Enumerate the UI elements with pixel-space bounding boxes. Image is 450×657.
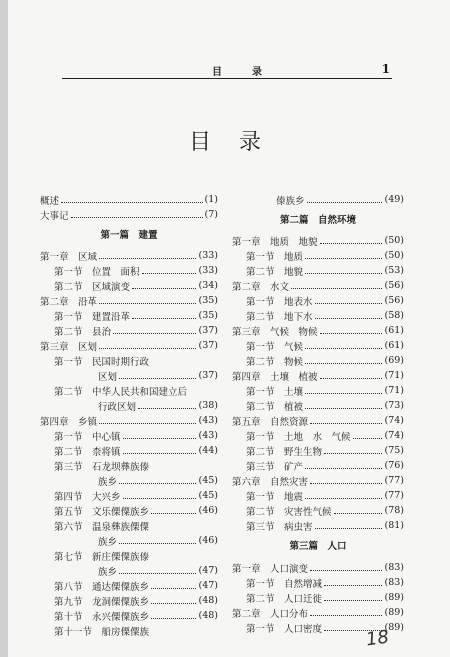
toc-entry-page: (37) bbox=[198, 370, 218, 381]
toc-entry-label: 第二章 人口分布 bbox=[232, 608, 309, 620]
dot-leader bbox=[132, 318, 196, 319]
toc-entry-page: (53) bbox=[384, 265, 404, 276]
dot-leader bbox=[315, 528, 383, 529]
toc-entry[interactable] bbox=[232, 488, 404, 503]
toc-entry[interactable] bbox=[40, 278, 218, 293]
toc-entry-page: (47) bbox=[198, 565, 218, 576]
dot-leader bbox=[310, 423, 382, 424]
toc-entry[interactable] bbox=[232, 383, 404, 398]
dot-leader bbox=[71, 217, 203, 218]
toc-entry-page: (46) bbox=[198, 535, 218, 546]
toc-entry[interactable] bbox=[232, 308, 404, 323]
toc-entry-page: (73) bbox=[384, 400, 404, 411]
section-heading: 第一篇 建置 bbox=[100, 230, 158, 241]
dot-leader bbox=[138, 408, 196, 409]
toc-entry-label: 第二节 植被 bbox=[246, 401, 304, 413]
toc-entry-page: (1) bbox=[204, 194, 218, 205]
toc-entry[interactable] bbox=[40, 443, 218, 458]
toc-entry-label: 第二节 地貌 bbox=[246, 266, 304, 278]
dot-leader bbox=[99, 303, 196, 304]
toc-entry-label: 第一章 区域 bbox=[40, 251, 98, 263]
toc-entry[interactable] bbox=[40, 383, 218, 398]
toc-entry[interactable] bbox=[40, 192, 218, 207]
dot-leader bbox=[305, 258, 382, 259]
toc-entry-label: 第二节 柰将镇 bbox=[54, 446, 121, 458]
toc-entry-page: (56) bbox=[384, 295, 404, 306]
toc-entry-page: (77) bbox=[384, 475, 404, 486]
toc-entry[interactable] bbox=[40, 518, 218, 533]
section-heading: 第三篇 人口 bbox=[289, 541, 347, 552]
toc-entry[interactable] bbox=[232, 248, 404, 263]
toc-entry-label: 第六章 自然灾害 bbox=[232, 476, 309, 488]
dot-leader bbox=[151, 618, 196, 619]
toc-entry-page: (45) bbox=[198, 490, 218, 501]
toc-entry-page: (48) bbox=[198, 610, 218, 621]
toc-entry[interactable] bbox=[232, 560, 404, 575]
toc-entry[interactable] bbox=[40, 548, 218, 563]
dot-leader bbox=[305, 408, 382, 409]
toc-entry-label: 区划 bbox=[98, 371, 118, 383]
toc-entry[interactable] bbox=[40, 578, 218, 593]
toc-entry-label: 第一节 地表水 bbox=[246, 296, 313, 308]
toc-entry-page: (48) bbox=[198, 595, 218, 606]
toc-entry[interactable] bbox=[40, 458, 218, 473]
toc-entry-label: 第一节 人口密度 bbox=[246, 623, 323, 635]
dot-leader bbox=[305, 468, 382, 469]
dot-leader bbox=[123, 438, 197, 439]
dot-leader bbox=[324, 585, 382, 586]
toc-entry-page: (77) bbox=[384, 490, 404, 501]
dot-leader bbox=[305, 498, 382, 499]
toc-entry-page: (74) bbox=[384, 430, 404, 441]
dot-leader bbox=[315, 303, 383, 304]
toc-entry-label: 第一节 民国时期行政 bbox=[54, 356, 150, 368]
toc-entry-label: 第三章 区划 bbox=[40, 341, 98, 353]
dot-leader bbox=[61, 202, 203, 203]
toc-entry-page: (89) bbox=[384, 607, 404, 618]
dot-leader bbox=[132, 288, 196, 289]
toc-entry[interactable] bbox=[232, 473, 404, 488]
toc-entry-label: 第八节 通达傈僳族乡 bbox=[54, 581, 150, 593]
toc-entry-page: (78) bbox=[384, 505, 404, 516]
dot-leader bbox=[315, 318, 383, 319]
toc-entry-page: (69) bbox=[384, 355, 404, 366]
dot-leader bbox=[305, 273, 382, 274]
header-title: 目 录 bbox=[212, 67, 272, 78]
toc-entry-label: 第二节 县治 bbox=[54, 326, 112, 338]
toc-entry[interactable] bbox=[40, 248, 218, 263]
toc-entry-label: 大事记 bbox=[40, 210, 69, 222]
toc-entry-page: (49) bbox=[384, 194, 404, 205]
toc-entry-page: (74) bbox=[384, 415, 404, 426]
toc-entry-label: 第二章 沿革 bbox=[40, 296, 98, 308]
toc-entry-label: 第四章 土壤 植被 bbox=[232, 371, 318, 383]
dot-leader bbox=[310, 615, 382, 616]
toc-entry[interactable] bbox=[40, 207, 218, 222]
toc-entry-page: (75) bbox=[384, 445, 404, 456]
dot-leader bbox=[99, 423, 196, 424]
header-page-number: 1 bbox=[381, 62, 390, 76]
toc-entry-label: 第一节 地质 bbox=[246, 251, 304, 263]
dot-leader bbox=[310, 483, 382, 484]
toc-entry[interactable] bbox=[232, 353, 404, 368]
dot-leader bbox=[291, 288, 382, 289]
toc-entry-label: 概述 bbox=[40, 195, 60, 207]
toc-entry-label: 第九节 龙洞傈僳族乡 bbox=[54, 596, 150, 608]
toc-entry[interactable] bbox=[232, 590, 404, 605]
toc-entry-page: (71) bbox=[384, 370, 404, 381]
toc-entry[interactable] bbox=[40, 488, 218, 503]
toc-entry-label: 族乡 bbox=[98, 536, 118, 548]
dot-leader bbox=[151, 588, 196, 589]
toc-entry[interactable] bbox=[40, 413, 218, 428]
toc-entry[interactable] bbox=[40, 503, 218, 518]
toc-entry-page: (83) bbox=[384, 577, 404, 588]
toc-entry[interactable] bbox=[232, 398, 404, 413]
toc-entry-label: 第一节 建置沿革 bbox=[54, 311, 131, 323]
toc-entry-page: (83) bbox=[384, 562, 404, 573]
toc-entry-label: 第一节 土地 水 气候 bbox=[246, 431, 351, 443]
toc-entry-page: (89) bbox=[384, 622, 404, 633]
toc-entry-page: (71) bbox=[384, 385, 404, 396]
toc-entry-label: 第一节 气候 bbox=[246, 341, 304, 353]
toc-entry[interactable] bbox=[232, 263, 404, 278]
dot-leader bbox=[320, 333, 383, 334]
toc-entry[interactable] bbox=[40, 293, 218, 308]
toc-entry-page: (61) bbox=[384, 340, 404, 351]
toc-entry-label: 第七节 新庄傈僳族傣 bbox=[54, 551, 150, 563]
toc-entry[interactable] bbox=[232, 323, 404, 338]
toc-entry-page: (33) bbox=[198, 265, 218, 276]
dot-leader bbox=[307, 202, 383, 203]
toc-entry[interactable] bbox=[40, 533, 218, 548]
toc-entry-label: 第三节 病虫害 bbox=[246, 521, 313, 533]
toc-entry-label: 第二节 物候 bbox=[246, 356, 304, 368]
toc-entry[interactable] bbox=[232, 458, 404, 473]
toc-entry-label: 族乡 bbox=[98, 566, 118, 578]
dot-leader bbox=[334, 513, 383, 514]
toc-entry-label: 第二节 地下水 bbox=[246, 311, 313, 323]
toc-entry-label: 第三节 矿产 bbox=[246, 461, 304, 473]
toc-entry-page: (37) bbox=[198, 340, 218, 351]
toc-entry[interactable] bbox=[232, 278, 404, 293]
toc-entry-page: (45) bbox=[198, 475, 218, 486]
toc-entry[interactable] bbox=[232, 338, 404, 353]
toc-entry-label: 第一节 自然增减 bbox=[246, 578, 323, 590]
toc-entry-page: (43) bbox=[198, 415, 218, 426]
dot-leader bbox=[324, 600, 382, 601]
dot-leader bbox=[119, 378, 196, 379]
toc-entry-page: (76) bbox=[384, 460, 404, 471]
dot-leader bbox=[151, 603, 196, 604]
dot-leader bbox=[151, 513, 196, 514]
toc-entry[interactable] bbox=[40, 338, 218, 353]
toc-entry-label: 第二章 水文 bbox=[232, 281, 290, 293]
toc-entry-label: 行政区划 bbox=[98, 401, 137, 413]
toc-entry[interactable] bbox=[40, 593, 218, 608]
toc-entry-page: (35) bbox=[198, 295, 218, 306]
dot-leader bbox=[353, 438, 383, 439]
toc-entry[interactable] bbox=[232, 293, 404, 308]
toc-entry[interactable] bbox=[232, 233, 404, 248]
toc-entry[interactable] bbox=[232, 503, 404, 518]
toc-entry[interactable] bbox=[232, 192, 404, 207]
toc-entry-label: 第五节 文乐傈僳族乡 bbox=[54, 506, 150, 518]
dot-leader bbox=[310, 570, 382, 571]
toc-entry[interactable] bbox=[232, 518, 404, 533]
toc-entry-page: (61) bbox=[384, 325, 404, 336]
toc-entry[interactable] bbox=[232, 605, 404, 620]
page-title: 目录 bbox=[188, 130, 289, 155]
toc-entry-page: (34) bbox=[198, 280, 218, 291]
toc-entry-page: (47) bbox=[198, 580, 218, 591]
toc-entry[interactable] bbox=[40, 263, 218, 278]
toc-entry-page: (56) bbox=[384, 280, 404, 291]
toc-entry-page: (50) bbox=[384, 250, 404, 261]
toc-entry-label: 第一章 人口演变 bbox=[232, 563, 309, 575]
dot-leader bbox=[142, 273, 197, 274]
toc-entry-label: 第一节 土壤 bbox=[246, 386, 304, 398]
toc-entry[interactable] bbox=[232, 368, 404, 383]
toc-entry-page: (44) bbox=[198, 445, 218, 456]
toc-entry[interactable] bbox=[40, 623, 218, 638]
toc-entry-label: 第二节 灾害性气候 bbox=[246, 506, 332, 518]
toc-entry-label: 第十节 永兴傈僳族乡 bbox=[54, 611, 150, 623]
toc-entry-page: (7) bbox=[204, 209, 218, 220]
toc-entry-label: 第一节 中心镇 bbox=[54, 431, 121, 443]
dot-leader bbox=[123, 498, 197, 499]
dot-leader bbox=[305, 363, 382, 364]
toc-entry-label: 第六节 温泉彝族傈僳 bbox=[54, 521, 150, 533]
dot-leader bbox=[99, 258, 196, 259]
toc-entry[interactable] bbox=[232, 575, 404, 590]
toc-entry[interactable] bbox=[40, 398, 218, 413]
toc-entry-page: (46) bbox=[198, 505, 218, 516]
toc-entry[interactable] bbox=[40, 608, 218, 623]
toc-entry[interactable] bbox=[40, 323, 218, 338]
toc-entry-label: 第三章 气候 物候 bbox=[232, 326, 318, 338]
toc-entry-label: 第五章 自然资源 bbox=[232, 416, 309, 428]
toc-entry[interactable] bbox=[232, 413, 404, 428]
dot-leader bbox=[113, 333, 196, 334]
toc-entry-label: 第四章 乡镇 bbox=[40, 416, 98, 428]
dot-leader bbox=[123, 453, 197, 454]
toc-entry-label: 第十一节 船房傈僳族 bbox=[54, 626, 150, 638]
handwritten-number: 18 bbox=[364, 626, 391, 651]
dot-leader bbox=[305, 393, 382, 394]
toc-entry[interactable] bbox=[232, 428, 404, 443]
toc-entry[interactable] bbox=[40, 473, 218, 488]
dot-leader bbox=[99, 348, 196, 349]
toc-entry-label: 第一章 地质 地貌 bbox=[232, 236, 318, 248]
dot-leader bbox=[305, 348, 382, 349]
toc-entry-label: 族乡 bbox=[98, 476, 118, 488]
toc-entry-page: (35) bbox=[198, 310, 218, 321]
dot-leader bbox=[324, 453, 382, 454]
toc-entry-label: 第一节 位置 面积 bbox=[54, 266, 140, 278]
toc-entry[interactable] bbox=[40, 308, 218, 323]
dot-leader bbox=[119, 573, 196, 574]
dot-leader bbox=[119, 543, 196, 544]
toc-entry-page: (89) bbox=[384, 592, 404, 603]
toc-entry-label: 傣族乡 bbox=[276, 195, 305, 207]
toc-entry-page: (37) bbox=[198, 325, 218, 336]
toc-entry-page: (50) bbox=[384, 235, 404, 246]
toc-entry[interactable] bbox=[40, 353, 218, 368]
toc-entry[interactable] bbox=[232, 443, 404, 458]
toc-entry-label: 第三节 石龙坝彝族傣 bbox=[54, 461, 150, 473]
toc-entry-page: (58) bbox=[384, 310, 404, 321]
toc-entry-label: 第二节 野生生物 bbox=[246, 446, 323, 458]
toc-entry-label: 第四节 大兴乡 bbox=[54, 491, 121, 503]
toc-entry[interactable] bbox=[40, 428, 218, 443]
section-heading: 第二篇 自然环境 bbox=[279, 215, 356, 226]
toc-entry-label: 第二节 人口迁徙 bbox=[246, 593, 323, 605]
toc-entry-page: (43) bbox=[198, 430, 218, 441]
dot-leader bbox=[119, 483, 196, 484]
toc-entry-page: (33) bbox=[198, 250, 218, 261]
toc-entry-page: (81) bbox=[384, 520, 404, 531]
page-edge bbox=[0, 0, 8, 657]
toc-entry-label: 第一节 地震 bbox=[246, 491, 304, 503]
toc-entry-label: 第二节 中华人民共和国建立后 bbox=[54, 386, 188, 398]
running-header bbox=[62, 62, 392, 79]
toc-entry-label: 第二节 区域演变 bbox=[54, 281, 131, 293]
toc-entry[interactable] bbox=[40, 368, 218, 383]
toc-entry-page: (38) bbox=[198, 400, 218, 411]
dot-leader bbox=[320, 243, 383, 244]
toc-entry[interactable] bbox=[40, 563, 218, 578]
dot-leader bbox=[320, 378, 383, 379]
